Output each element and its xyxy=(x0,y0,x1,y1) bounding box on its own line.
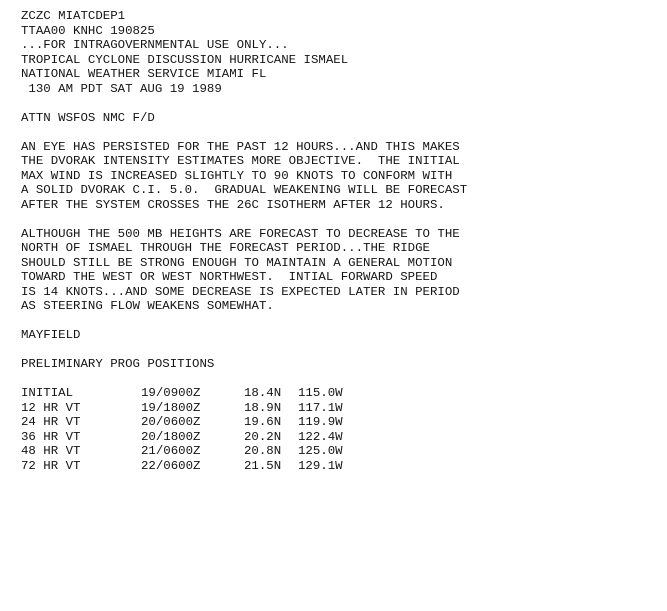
longitude: 119.9W xyxy=(298,415,343,429)
latitude: 21.5N xyxy=(244,458,282,473)
spacer xyxy=(21,372,661,387)
text-line: AFTER THE SYSTEM CROSSES THE 26C ISOTHERM AFTER 12 HOURS. xyxy=(21,197,445,212)
valid-time: 19/1800Z xyxy=(141,400,201,415)
table-row xyxy=(21,430,388,445)
header-line: TTAA00 KNHC 190825 xyxy=(21,23,155,38)
header-line: 130 AM PDT SAT AUG 19 1989 xyxy=(21,81,222,96)
longitude: 115.0W xyxy=(298,386,343,400)
valid-time: 21/0600Z xyxy=(141,444,201,458)
longitude: 129.1W xyxy=(298,458,343,473)
valid-time: 20/1800Z xyxy=(141,429,201,444)
text-line: ALTHOUGH THE 500 MB HEIGHTS ARE FORECAST TO DECREASE TO THE xyxy=(21,226,460,241)
text-line: IS 14 KNOTS...AND SOME DECREASE IS EXPECTED LATER IN PERIOD xyxy=(21,284,460,299)
valid-time: 20/0600Z xyxy=(141,415,201,429)
longitude: 117.1W xyxy=(298,400,343,415)
latitude: 18.4N xyxy=(244,386,282,400)
text-line: MAX WIND IS INCREASED SLIGHTLY TO 90 KNOTS TO CONFORM WITH xyxy=(21,168,453,183)
text-line: AN EYE HAS PERSISTED FOR THE PAST 12 HOURS...AND THIS MAKES xyxy=(21,139,460,154)
spacer xyxy=(21,125,661,140)
spacer xyxy=(21,343,661,358)
header-line: NATIONAL WEATHER SERVICE MIAMI FL xyxy=(21,67,267,81)
header-line: TROPICAL CYCLONE DISCUSSION HURRICANE ISMAEL xyxy=(21,52,349,67)
table-row xyxy=(21,459,388,474)
longitude: 122.4W xyxy=(298,429,343,444)
valid-time: 22/0600Z xyxy=(141,458,201,473)
prog-positions-table xyxy=(21,386,388,473)
message-header xyxy=(21,9,661,96)
forecaster-signature: MAYFIELD xyxy=(21,328,81,342)
text-line: A SOLID DVORAK C.I. 5.0. GRADUAL WEAKENING WILL BE FORECAST xyxy=(21,183,468,197)
forecast-label: 48 HR VT xyxy=(21,444,81,458)
text-line: AS STEERING FLOW WEAKENS SOMEWHAT. xyxy=(21,299,274,313)
forecast-label: 24 HR VT xyxy=(21,415,81,429)
discussion-document xyxy=(21,9,661,473)
table-row xyxy=(21,401,388,416)
text-line: SHOULD STILL BE STRONG ENOUGH TO MAINTAIN A GENERAL MOTION xyxy=(21,255,453,270)
latitude: 20.2N xyxy=(244,429,282,444)
forecast-label: 12 HR VT xyxy=(21,400,81,415)
text-line: NORTH OF ISMAEL THROUGH THE FORECAST PERIOD...THE RIDGE xyxy=(21,241,430,255)
attn-line: ATTN WSFOS NMC F/D xyxy=(21,110,155,125)
text-line: THE DVORAK INTENSITY ESTIMATES MORE OBJECTIVE. THE INITIAL xyxy=(21,154,460,168)
table-row xyxy=(21,415,388,430)
latitude: 18.9N xyxy=(244,400,282,415)
header-line: ...FOR INTRAGOVERNMENTAL USE ONLY... xyxy=(21,38,289,52)
forecast-label: 72 HR VT xyxy=(21,458,81,473)
prog-title: PRELIMINARY PROG POSITIONS xyxy=(21,357,215,371)
spacer xyxy=(21,96,661,111)
spacer xyxy=(21,212,661,227)
table-row xyxy=(21,386,388,401)
longitude: 125.0W xyxy=(298,444,343,458)
text-line: TOWARD THE WEST OR WEST NORTHWEST. INTIAL FORWARD SPEED xyxy=(21,270,438,284)
forecast-label: 36 HR VT xyxy=(21,429,81,444)
latitude: 19.6N xyxy=(244,415,282,429)
table-row xyxy=(21,444,388,459)
forecast-label: INITIAL xyxy=(21,386,74,400)
paragraph-motion xyxy=(21,227,661,314)
latitude: 20.8N xyxy=(244,444,282,458)
valid-time: 19/0900Z xyxy=(141,386,201,400)
header-line: ZCZC MIATCDEP1 xyxy=(21,9,126,23)
paragraph-intensity xyxy=(21,140,661,213)
spacer xyxy=(21,314,661,329)
